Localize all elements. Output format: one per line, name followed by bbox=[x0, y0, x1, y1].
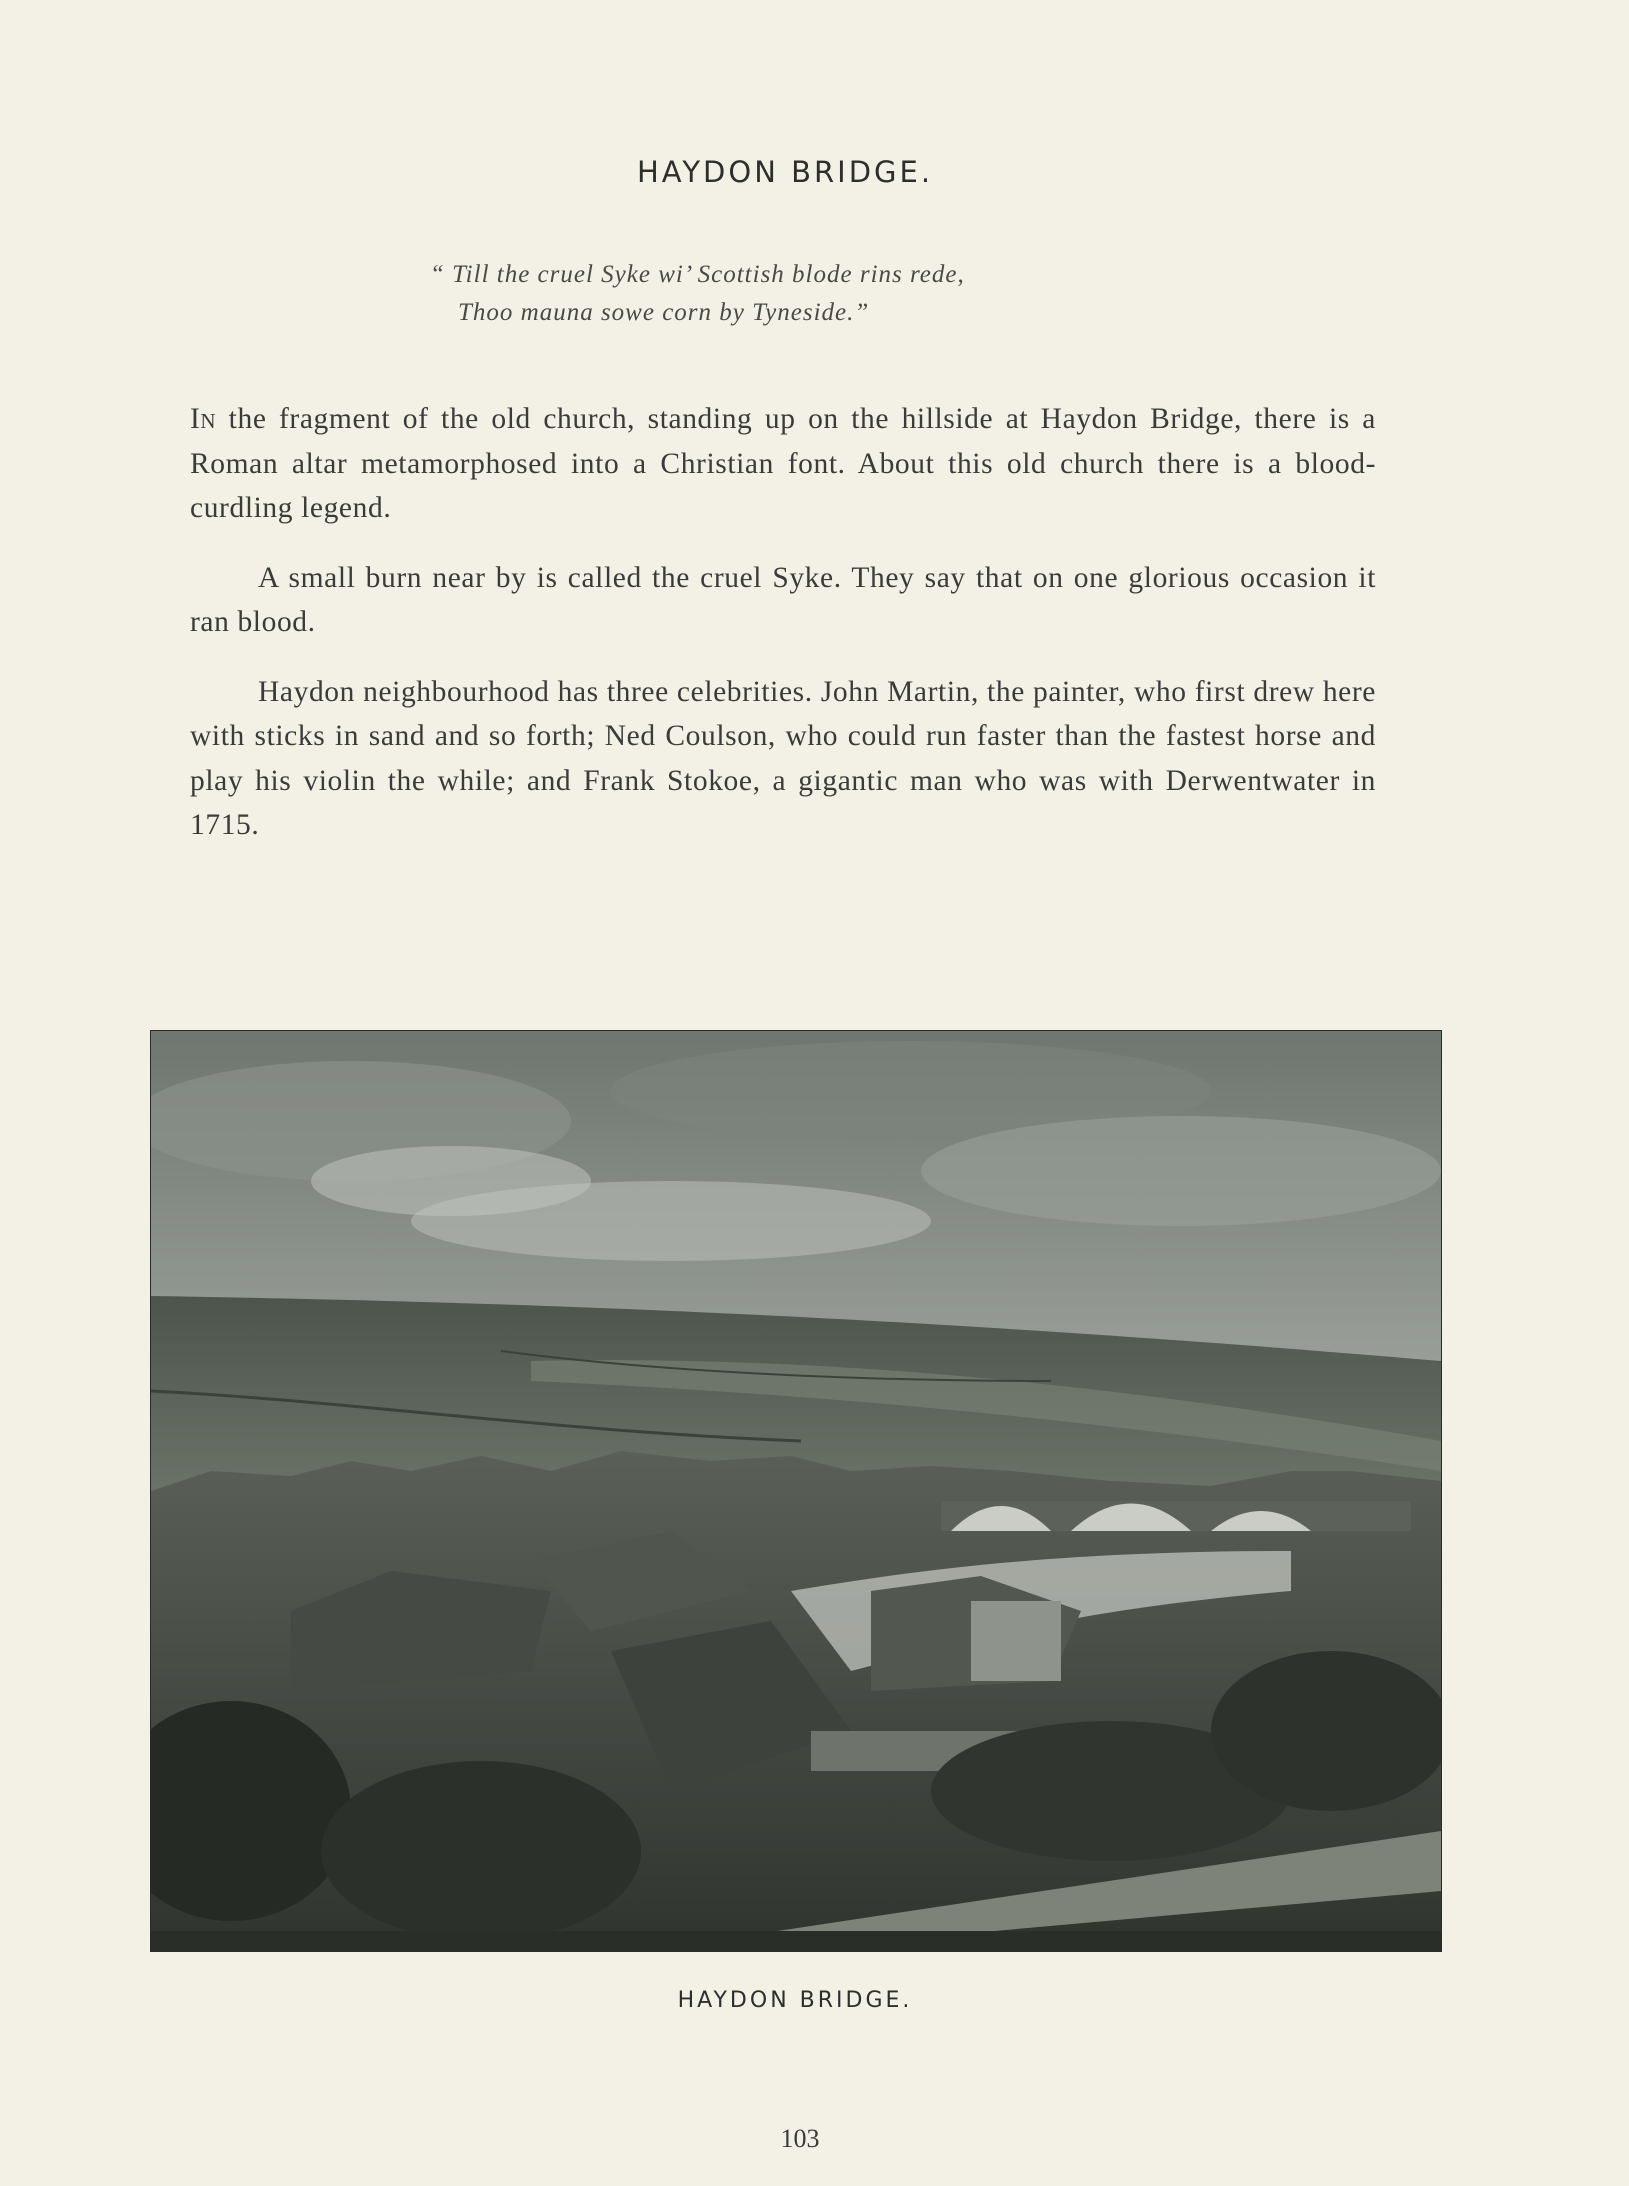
paragraph-3: Haydon neighbourhood has three celebrities. John Martin, the painter, who first drew here with sticks in sand and so forth; Ned Coulson, who could run faster than the fastest horse and play his violin the while; and Frank Stokoe, a gigantic man who was with Derwentwater in 1715. bbox=[190, 675, 1376, 841]
paragraph-1 bbox=[190, 397, 1376, 531]
paragraph-1-text: the fragment of the old church, standing up on the hillside at Haydon Bridge, there is a Roman altar metamorphosed into a Christian font. About this old church there is a blood-curdling legend. bbox=[190, 403, 1376, 524]
epigraph-line-2: Thoo mauna sowe corn by Tyneside.” bbox=[458, 299, 870, 326]
figure-caption: HAYDON BRIDGE. bbox=[677, 1988, 913, 2013]
epigraph bbox=[430, 256, 1230, 332]
body-text bbox=[190, 397, 1376, 873]
page-number: 103 bbox=[780, 2124, 820, 2153]
paragraph-1-lead: In bbox=[190, 403, 217, 435]
epigraph-line-1: “ Till the cruel Syke wi’ Scottish blode rins rede, bbox=[430, 261, 965, 288]
paragraph-2: A small burn near by is called the cruel Syke. They say that on one glorious occasion it ran blood. bbox=[190, 561, 1376, 638]
page-title: HAYDON BRIDGE. bbox=[636, 155, 934, 189]
haydon-bridge-photograph bbox=[150, 1030, 1442, 1952]
